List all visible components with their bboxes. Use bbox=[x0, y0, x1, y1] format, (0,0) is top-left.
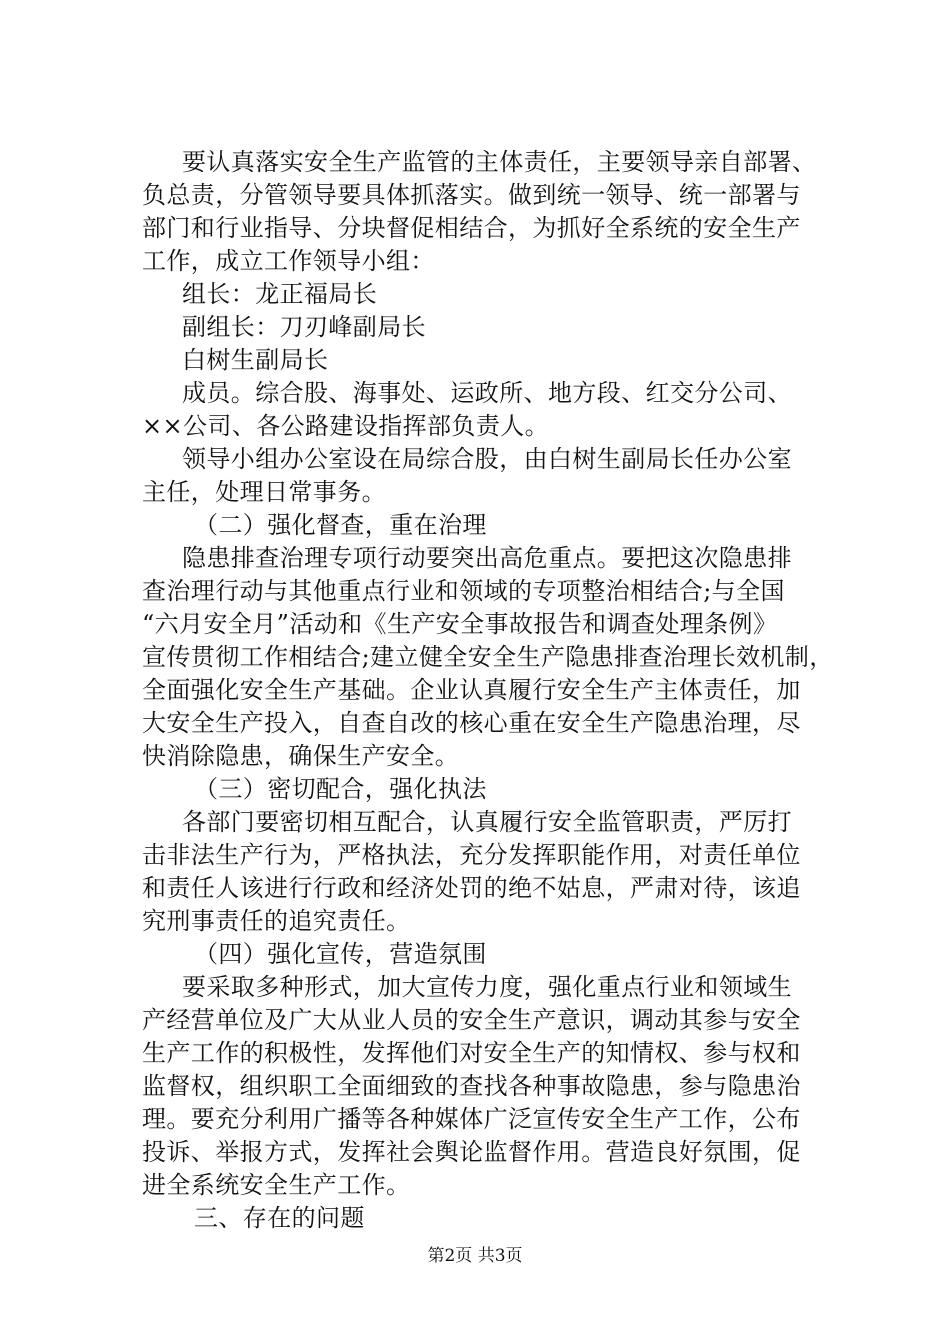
text-line: 组长：龙正福局长 bbox=[182, 280, 378, 308]
text-line: 监督权，组织职工全面细致的查找各种事故隐患，参与隐患治 bbox=[142, 1072, 801, 1100]
text-line: 进全系统安全生产工作。 bbox=[142, 1171, 411, 1199]
text-line: 主任，处理日常事务。 bbox=[142, 478, 386, 506]
text-line: 隐患排查治理专项行动要突出高危重点。要把这次隐患排 bbox=[182, 544, 792, 572]
section-heading: （三）密切配合，强化执法 bbox=[194, 775, 487, 803]
section-heading: 三、存在的问题 bbox=[194, 1204, 365, 1232]
text-line: 成员。综合股、海事处、运政所、地方段、红交分公司、 bbox=[182, 379, 792, 407]
text-line: ××公司、各公路建设指挥部负责人。 bbox=[142, 412, 550, 440]
text-line: 产经营单位及广大从业人员的安全生产意识，调动其参与安全 bbox=[142, 1006, 801, 1034]
text-line: 工作，成立工作领导小组： bbox=[142, 247, 435, 275]
section-heading: （四）强化宣传，营造氛围 bbox=[194, 940, 487, 968]
text-line: 要采取多种形式，加大宣传力度，强化重点行业和领域生 bbox=[182, 973, 792, 1001]
text-line: 领导小组办公室设在局综合股，由白树生副局长任办公室 bbox=[182, 445, 792, 473]
text-line: 负总责，分管领导要具体抓落实。做到统一领导、统一部署与 bbox=[142, 181, 801, 209]
text-line: 快消除隐患，确保生产安全。 bbox=[142, 742, 460, 770]
text-line: 要认真落实安全生产监管的主体责任，主要领导亲自部署、 bbox=[182, 148, 817, 176]
text-line: 大安全生产投入，自查自改的核心重在安全生产隐患治理，尽 bbox=[142, 709, 801, 737]
document-body bbox=[142, 146, 842, 1235]
text-line: 理。要充分利用广播等各种媒体广泛宣传安全生产工作，公布 bbox=[142, 1105, 801, 1133]
text-line: 投诉、举报方式，发挥社会舆论监督作用。营造良好氛围，促 bbox=[142, 1138, 801, 1166]
text-line: 全面强化安全生产基础。企业认真履行安全生产主体责任，加 bbox=[142, 676, 801, 704]
text-line: 生产工作的积极性，发挥他们对安全生产的知情权、参与权和 bbox=[142, 1039, 801, 1067]
text-line: 部门和行业指导、分块督促相结合，为抓好全系统的安全生产 bbox=[142, 214, 801, 242]
text-line: 查治理行动与其他重点行业和领域的专项整治相结合;与全国 bbox=[142, 577, 785, 605]
text-line: 白树生副局长 bbox=[182, 346, 329, 374]
page-footer: 第2页 共3页 bbox=[427, 1246, 523, 1266]
text-line: “六月安全月”活动和《生产安全事故报告和调查处理条例》 bbox=[142, 610, 778, 638]
text-line: 击非法生产行为，严格执法，充分发挥职能作用，对责任单位 bbox=[142, 841, 801, 869]
text-line: 和责任人该进行行政和经济处罚的绝不姑息，严肃对待，该追 bbox=[142, 874, 801, 902]
section-heading: （二）强化督查，重在治理 bbox=[194, 511, 487, 539]
text-line: 副组长：刀刃峰副局长 bbox=[182, 313, 426, 341]
text-line: 究刑事责任的追究责任。 bbox=[142, 907, 411, 935]
text-line: 宣传贯彻工作相结合;建立健全安全生产隐患排查治理长效机制， bbox=[142, 643, 834, 671]
text-line: 各部门要密切相互配合，认真履行安全监管职责，严厉打 bbox=[182, 808, 792, 836]
